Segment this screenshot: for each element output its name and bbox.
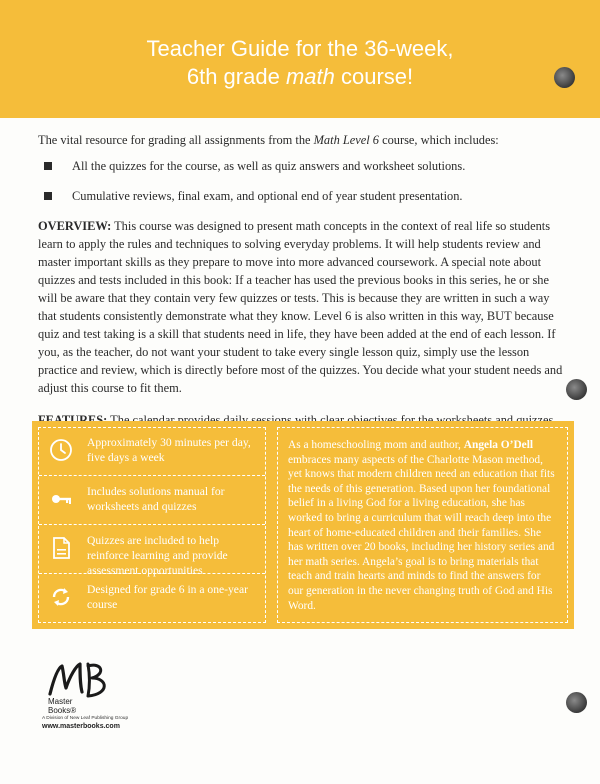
author-bio — [288, 438, 558, 613]
feature-text: Approximately 30 minutes per day, five days a week — [87, 436, 251, 464]
features-label: FEATURES: — [38, 413, 108, 427]
bullet-square-icon — [44, 162, 52, 170]
logo-subtitle: A Division of New Leaf Publishing Group — [42, 716, 129, 721]
bio-post: embraces many aspects of the Charlotte Mason method, yet knows that modern children need an education that fits the needs of this generation. Based upon her foundational belief in a living God for a living education, she has worked to bring a curriculum that will reach deep into the heart of home-educated children and their families. She has written over 20 books, including her history series and her math series. Angela’s goal is to bring materials that teach and train hearts and minds to find the answers for our generation in the never changing truth of God and His Word. — [288, 453, 555, 612]
clock-icon — [49, 438, 73, 462]
list-item — [38, 187, 568, 205]
feature-item — [39, 477, 265, 525]
includes-list — [38, 157, 568, 205]
author-name: Angela O’Dell — [463, 439, 534, 451]
recycle-arrows-icon — [49, 585, 73, 609]
punch-hole-bottom — [566, 692, 587, 713]
overview-paragraph — [38, 217, 568, 397]
feature-item — [39, 428, 265, 476]
punch-hole-top — [554, 67, 575, 88]
punch-hole-middle — [566, 379, 587, 400]
publisher-logo — [40, 660, 140, 738]
title-line-1: Teacher Guide for the 36-week, — [146, 36, 454, 61]
intro-paragraph — [38, 131, 568, 149]
feature-item — [39, 575, 265, 623]
list-item-text: All the quizzes for the course, as well as quiz answers and worksheet solutions. — [72, 159, 466, 173]
page-title — [0, 35, 600, 91]
feature-item — [39, 526, 265, 577]
bio-pre: As a homeschooling mom and author, — [288, 439, 464, 451]
logo-name-line-1: Master — [48, 697, 73, 706]
feature-text: Quizzes are included to help reinforce learning and provide assessment opportunities — [87, 534, 228, 577]
list-item-text: Cumulative reviews, final exam, and optional end of year student presentation. — [72, 189, 463, 203]
publisher-url: www.masterbooks.com — [42, 723, 120, 730]
title-line-2-em: math — [285, 64, 335, 89]
body-content — [38, 128, 568, 429]
list-item — [38, 157, 568, 175]
overview-label: OVERVIEW: — [38, 219, 112, 233]
logo-name-line-2: Books® — [48, 706, 77, 715]
intro-post: course, which includes: — [379, 133, 499, 147]
features-panel — [38, 427, 266, 623]
title-line-2 — [0, 63, 600, 91]
title-line-2-pre: 6th grade — [186, 64, 286, 89]
overview-text: This course was designed to present math concepts in the context of real life so students learn to apply the rules and techniques to solving everyday problems. It will help students review and master important skills as they prepare to move into more advanced coursework. A special note about quizzes and tests included in this book: If a teacher has used the previous books in this series, he or she will be aware that they contain very few quizzes or tests. This is because they are written in such a way that students consistently demonstrate what they know. Level 6 is also written in this way, BUT because quiz and test taking is a skill that students need in life, they have been added at the end of each lesson. If you, as the teacher, do not want your student to take every single lesson quiz, simply use the lesson practice and review, which is directly before most of the quizzes. You decide what your student needs and adjust this course to fit them. — [38, 219, 563, 395]
intro-pre: The vital resource for grading all assignments from the — [38, 133, 314, 147]
feature-text: Includes solutions manual for worksheets and quizzes — [87, 485, 225, 513]
features-text: The calendar provides daily sessions with clear objectives for the worksheets and quizzes. — [107, 413, 557, 427]
author-bio-panel — [277, 427, 568, 623]
title-line-2-post: course! — [334, 64, 414, 89]
bullet-square-icon — [44, 192, 52, 200]
intro-course-name: Math Level 6 — [313, 133, 379, 147]
feature-text: Designed for grade 6 in a one-year course — [87, 583, 248, 611]
key-icon — [49, 487, 73, 511]
document-icon — [49, 536, 73, 560]
header-banner — [0, 0, 600, 118]
logo-name — [48, 697, 76, 715]
master-books-logo-mark — [44, 660, 124, 702]
